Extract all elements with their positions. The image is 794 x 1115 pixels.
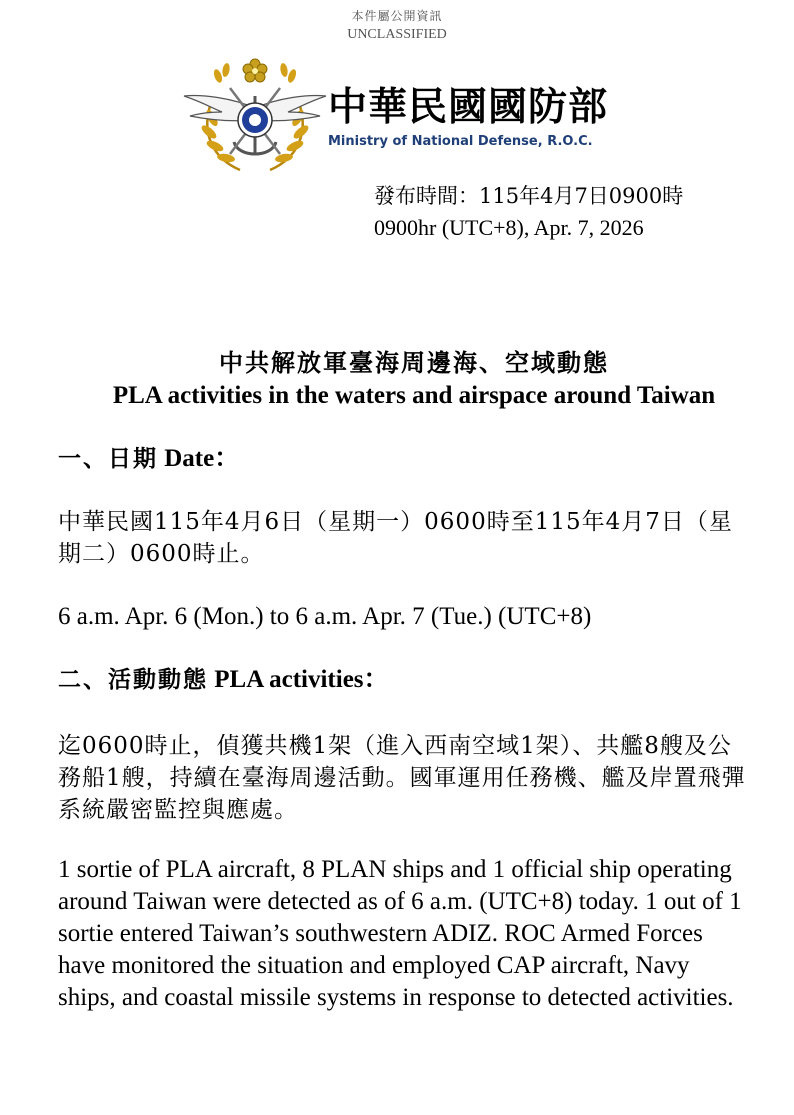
- section-activities-heading: [58, 664, 389, 696]
- section-activities-heading-zh: 二、活動動態: [58, 666, 208, 693]
- section-date-heading-en: Date：: [158, 445, 240, 472]
- section-activities-heading-en: PLA activities：: [208, 666, 389, 693]
- ministry-name-en: Ministry of National Defense, R.O.C.: [328, 134, 593, 149]
- section-activities-text-en: 1 sortie of PLA aircraft, 8 PLAN ships and 1 official ship operating around Taiwan were detected as of 6 a.m. (UTC+8) today. 1 out of 1 sortie entered Taiwan’s southwestern ADIZ. ROC Armed Forces have monitored the situation and employed CAP aircraft, Navy ships, and coastal missile systems in response to detected activities.: [58, 856, 742, 1011]
- section-activities-text-zh: 迄0600時止，偵獲共機1架（進入西南空域1架）、共艦8艘及公務船1艘，持續在臺海周邊活動。國軍運用任務機、艦及岸置飛彈系統嚴密監控與應處。: [58, 733, 746, 823]
- ministry-name-zh: 中華民國國防部: [328, 85, 609, 130]
- release-time-en: 0900hr (UTC+8), Apr. 7, 2026: [374, 215, 644, 240]
- document-title-en: PLA activities in the waters and airspace around Taiwan: [112, 382, 716, 409]
- section-date-text-en: 6 a.m. Apr. 6 (Mon.) to 6 a.m. Apr. 7 (Tue.) (UTC+8): [58, 603, 592, 630]
- ministry-emblem-icon: [182, 58, 328, 176]
- release-time: [374, 180, 683, 244]
- release-time-zh: 發布時間：115年4月7日0900時: [374, 184, 684, 208]
- classification-label-en: UNCLASSIFIED: [347, 27, 447, 42]
- section-date-heading: [58, 443, 239, 475]
- classification-label-zh: 本件屬公開資訊: [351, 9, 443, 23]
- section-date-text-zh: 中華民國115年4月6日（星期一）0600時至115年4月7日（星期二）0600時止。: [58, 509, 733, 567]
- document-title-zh: 中共解放軍臺海周邊海、空域動態: [219, 348, 609, 377]
- section-date-heading-zh: 一、日期: [58, 445, 158, 472]
